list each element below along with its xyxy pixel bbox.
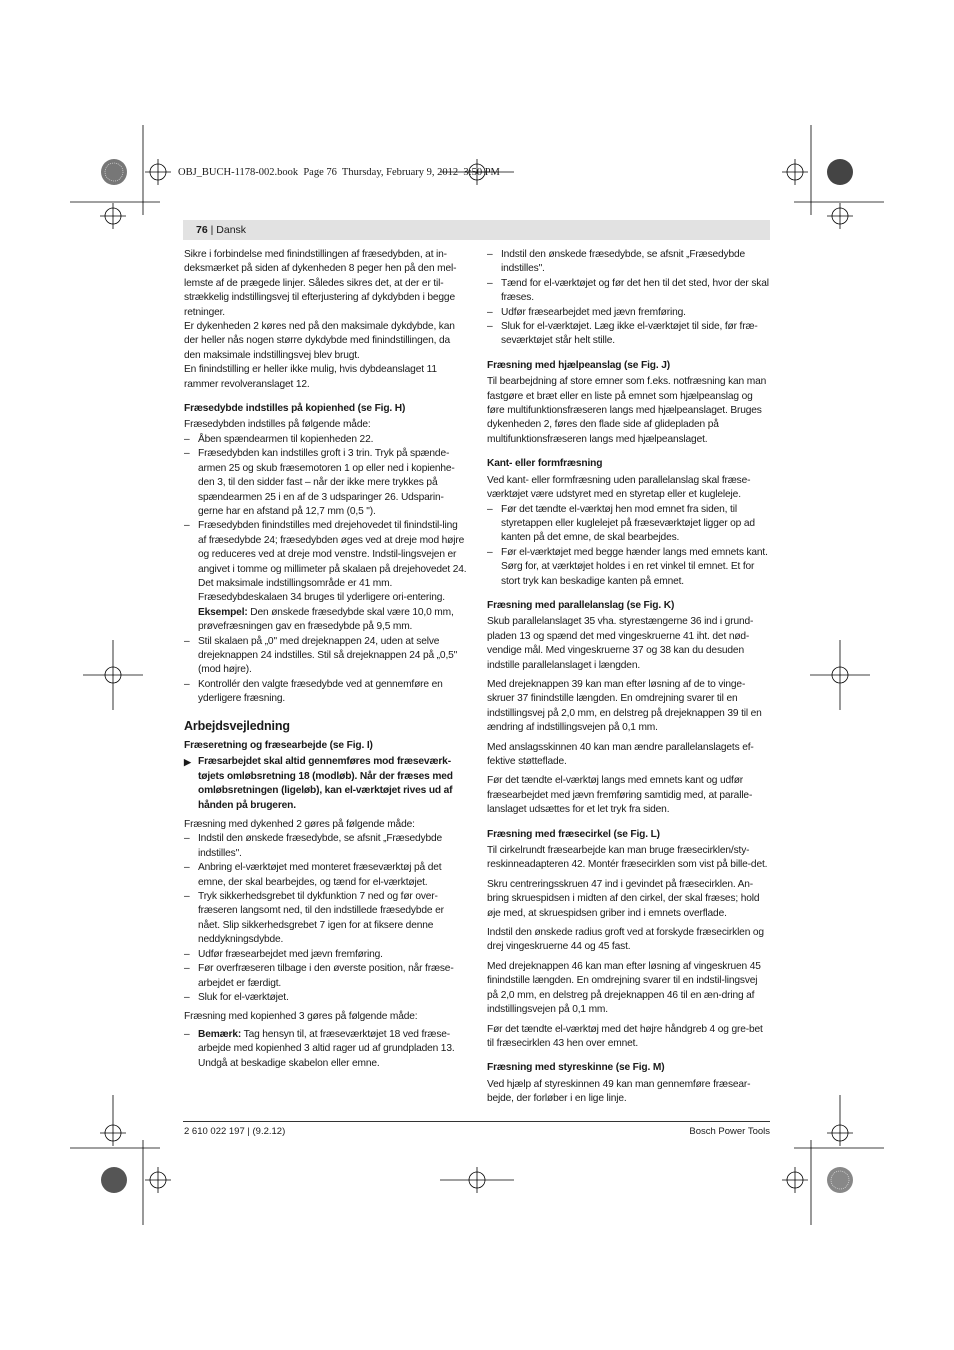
list-item: – Tryk sikkerhedsgrebet til dykfunktion 7 ned og før over-fræseren langsomt ned, til den indstillede fræsedybde er nået. Slip sikkerhedsgrebet 7 igen for at fiksere denne neddykningsdybde. bbox=[184, 891, 444, 946]
list-item: – Indstil den ønskede fræsedybde, se afsnit „Fræsedybde indstilles". bbox=[184, 833, 443, 859]
section-heading: Fræsning med fræsecirkel (se Fig. L) bbox=[487, 828, 660, 840]
book-slug: OBJ_BUCH-1178-002.book Page 76 Thursday, February 9, 2012 3:50 PM bbox=[178, 167, 500, 178]
page-number: 76 bbox=[196, 224, 208, 236]
paragraph: Ved kant- eller formfræsning uden parallelanslag skal fræse-værktøjet være udstyret med en styretap eller et kugleleje. bbox=[487, 474, 751, 501]
footer-rule bbox=[183, 1121, 770, 1122]
paragraph: Ved hjælp af styreskinnen 49 kan man gennemføre fræsear-bejde, der forløber i en lige linje. bbox=[487, 1078, 751, 1105]
chapter-heading: Arbejdsvejledning bbox=[184, 718, 290, 733]
list-item: – Kontrollér den valgte fræsedybde ved at gennemføre en yderligere fræsning. bbox=[184, 678, 443, 705]
list-item: – Udfør fræsearbejdet med jævn fremføring. bbox=[487, 306, 686, 318]
section-heading: Fræsning med parallelanslag (se Fig. K) bbox=[487, 599, 675, 611]
paragraph: Før det tændte el-værktøj langs med emnets kant og udfør fræsearbejdet med jævn fremføring samtidig med, at paralle-lanslaget udsættes for et let tryk fra siden. bbox=[487, 775, 753, 816]
paragraph: Med drejeknappen 39 kan man efter løsning af de to vinge-skruer 37 finindstille længden. En omdrejning svarer til en indstillingsvej på 2,0 mm, en delstreg på drejeknappen 39 til en ændring af indstillingsvejen på 0,1 mm. bbox=[487, 678, 762, 734]
header-section: Dansk bbox=[216, 224, 247, 236]
list-item: – Sluk for el-værktøjet. bbox=[184, 991, 289, 1003]
list-item: – Stil skalaen på „0" med drejeknappen 24, uden at selve drejeknappen 24 indstilles. Stil så drejeknappen 24 på „0,5" (mod højre). bbox=[184, 635, 458, 676]
footer-doc-number: 2 610 022 197 | (9.2.12) bbox=[184, 1126, 286, 1137]
paragraph: Fræsedybden indstilles på følgende måde: bbox=[184, 419, 371, 431]
list-item: – Indstil den ønskede fræsedybde, se afsnit „Fræsedybde indstilles". bbox=[487, 249, 746, 275]
paragraph: Fræsning med dykenhed 2 gøres på følgende måde: bbox=[184, 819, 415, 831]
section-heading: Fræsedybde indstilles på kopienhed (se Fig. H) bbox=[184, 403, 406, 415]
page-header-bar bbox=[183, 220, 770, 240]
warning-triangle-icon: ▶ bbox=[184, 757, 191, 768]
right-column bbox=[487, 248, 771, 1107]
paragraph: Til bearbejdning af store emner som f.eks. notfræsning kan man fastgøre et bræt eller en liste på emnet som hjælpeanslag og føre multifunktionsfræseren langs med hjælpeanslaget. Bruges dykenheden 2, føres den flade side af glidepladen på multifunktionsfræseren langs med hjælpeanslaget. bbox=[487, 376, 767, 445]
page-header bbox=[196, 224, 246, 236]
header-separator: | bbox=[210, 224, 214, 236]
paragraph: Skru centreringsskruen 47 ind i gevindet på fræsecirklen. An-bring skruespidsen i midten af den cirkel, der skal fræses; hold øje med, at skruespidsen griber ind i emnets overflade. bbox=[487, 878, 760, 919]
paragraph: Indstil den ønskede radius groft ved at forskyde fræsecirklen og drej vingeskruerne 44 og 45 fast. bbox=[487, 927, 764, 953]
note-item: – Bemærk: Tag hensyn til, at fræseværktøjet 18 ved fræse-arbejde med kopienhed 3 altid rager ud af grundpladen 13. Undgå at beskadige skabelon eller emne. bbox=[184, 1028, 455, 1069]
section-heading: Kant- eller formfræsning bbox=[487, 458, 603, 470]
section-heading: Fræsning med styreskinne (se Fig. M) bbox=[487, 1062, 665, 1074]
paragraph: Med drejeknappen 46 kan man efter løsning af vingeskruen 45 finindstille længden. En omdrejning svarer til en indstil-lingsvej på 2,0 mm, en delstreg på drejeknappen 46 til en æn-dring af indstillingsvejen på 0,1 mm. bbox=[487, 960, 761, 1016]
list-item: – Før overfræseren tilbage i den øverste position, når fræse-arbejdet er færdigt. bbox=[184, 963, 454, 989]
left-column bbox=[184, 248, 468, 1071]
list-item: – Åben spændearmen til kopienheden 22. bbox=[184, 433, 374, 445]
paragraph: Sikre i forbindelse med finindstillingen af fræsedybden, at in-deksmærket på siden af dykenheden 8 peger hen på den mel-lemste af de prægede linjer. Således sikres det, at der er til-strækkelig indstillingsvej til efterjustering af dykdybden i begge retninger. bbox=[184, 249, 457, 318]
list-item: – Før el-værktøjet med begge hænder langs med emnets kant. Sørg for, at værktøjet holdes i en ret vinkel til emnet. Et for stort tryk kan beskadige kanten på emnet. bbox=[487, 546, 768, 587]
list-item: – Udfør fræsearbejdet med jævn fremføring. bbox=[184, 948, 383, 960]
section-heading: Fræsning med hjælpeanslag (se Fig. J) bbox=[487, 359, 670, 371]
paragraph: Før det tændte el-værktøj med det højre håndgreb 4 og gre-bet til fræsecirklen 43 hen over emnet. bbox=[487, 1023, 763, 1049]
paragraph: Fræsning med kopienhed 3 gøres på følgende måde: bbox=[184, 1011, 418, 1023]
paragraph: Med anslagsskinnen 40 kan man ændre parallelanslagets ef-fektive støtteflade. bbox=[487, 741, 754, 767]
example-note: Eksempel: Den ønskede fræsedybde skal være 10,0 mm, prøvefræsningen gav en fræsedybde på 9,5 mm. bbox=[198, 606, 454, 633]
list-item: – Fræsedybden finindstilles med drejehovedet til finindstil-ling af fræsedybde 24; fræsedybden øges ved at dreje mod højre og reduceres ved at dreje mod venstre. Indstil-lingsvejen er angivet i tomme og millimeter på skalaen på drejehovedet 24. Det maksimale indstillingsområde er 41 mm. Fræsedybdeskalaen 34 bruges til yderligere ori-entering. bbox=[184, 520, 467, 604]
paragraph: Til cirkelrundt fræsearbejde kan man bruge fræsecirklen/sty-reskinneadapteren 42. Montér fræsecirklen som vist på bille-det. bbox=[487, 845, 768, 871]
list-item: – Fræsedybden kan indstilles groft i 3 trin. Tryk på spænde-armen 25 og skub fræsemotoren 1 op eller ned i kopienhe-den 3, til den sidder fast – når der ikke mere trykkes på spændearmen 25 i en af de 3 udsparinger 26. Udsparin-gerne har en afstand på 12,7 mm (0,5 "). bbox=[184, 448, 455, 517]
list-item: – Tænd for el-værktøjet og før det hen til det sted, hvor der skal fræses. bbox=[487, 277, 769, 304]
footer-brand: Bosch Power Tools bbox=[689, 1126, 770, 1137]
section-heading: Fræseretning og fræsearbejde (se Fig. I) bbox=[184, 740, 373, 751]
paragraph: Er dykenheden 2 køres ned på den maksimale dykdybde, kan der heller nås nogen større dykdybde med finindstillingen, da den maksimale indstillingsvej blev brugt. bbox=[184, 321, 455, 361]
paragraph: En finindstilling er heller ikke mulig, hvis dybdeanslaget 11 rammer revolveranslaget 12. bbox=[184, 364, 437, 390]
list-item: – Før det tændte el-værktøj hen mod emnet fra siden, til styretappen eller kuglelejet på fræseværktøjet ligger op ad kanten på det emne, de skal bearbejdes. bbox=[487, 503, 755, 544]
warning-note: ▶ Fræsarbejdet skal altid gennemføres mod fræseværk-tøjets omløbsretning 18 (modløb). Når der fræses med omløbsretningen (ligeløb), kan el-værktøjet rives ud af hånden på brugeren. bbox=[184, 756, 453, 811]
list-item: – Sluk for el-værktøjet. Læg ikke el-værktøjet til side, før fræ-seværktøjet står helt stille. bbox=[487, 321, 758, 347]
paragraph: Skub parallelanslaget 35 vha. styrestængerne 36 ind i grund-pladen 13 og spænd det med vingeskruerne 41 iht. det nød-vendige mål. Med vingeskruerne 37 og 38 kan du desuden indstille parallelanslaget i længden. bbox=[487, 616, 754, 671]
list-item: – Anbring el-værktøjet med monteret fræseværktøj på det emne, der skal bearbejdes, og tænd for el-værktøjet. bbox=[184, 862, 442, 888]
